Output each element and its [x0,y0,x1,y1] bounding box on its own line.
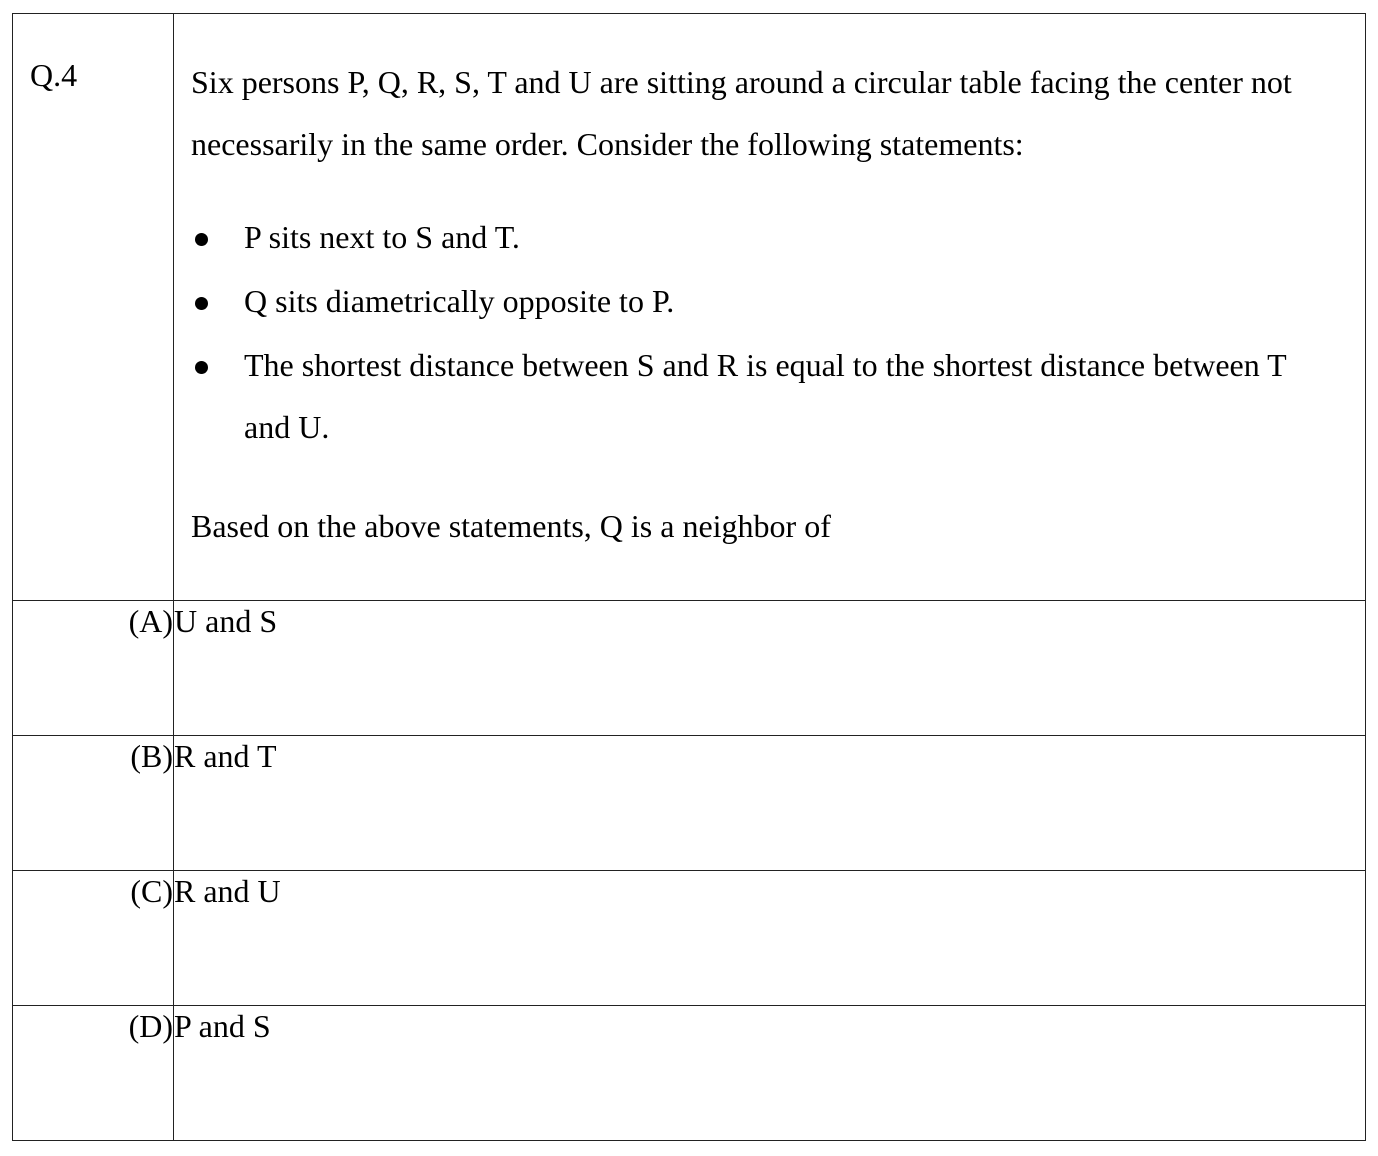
bullet-icon [195,297,208,310]
statement-item [191,206,1305,268]
question-prompt: Based on the above statements, Q is a neighbor of [191,508,831,544]
option-text[interactable]: P and S [174,1006,1366,1141]
option-row-b[interactable] [13,736,1366,871]
option-text[interactable]: R and T [174,736,1366,871]
option-label: (C) [13,871,174,1006]
question-table [12,13,1366,1141]
statement-list [191,206,1305,458]
option-row-c[interactable] [13,871,1366,1006]
question-intro: Six persons P, Q, R, S, T and U are sitting around a circular table facing the center not necessarily in the same order. Consider the following statements: [191,64,1292,162]
statement-text: P sits next to S and T. [244,219,520,255]
option-label: (A) [13,601,174,736]
option-row-a[interactable] [13,601,1366,736]
question-number-cell [13,14,174,601]
statement-text: Q sits diametrically opposite to P. [244,283,675,319]
statement-text: The shortest distance between S and R is equal to the shortest distance between T and U. [244,347,1287,445]
question-stem-cell [174,14,1366,601]
option-text[interactable]: U and S [174,601,1366,736]
question-number: Q.4 [30,57,78,93]
option-label: (B) [13,736,174,871]
question-row [13,14,1366,601]
bullet-icon [195,233,208,246]
option-text[interactable]: R and U [174,871,1366,1006]
question-stem [174,14,1365,557]
option-row-d[interactable] [13,1006,1366,1141]
statement-item [191,334,1305,458]
statement-item [191,270,1305,332]
bullet-icon [195,361,208,374]
option-label: (D) [13,1006,174,1141]
